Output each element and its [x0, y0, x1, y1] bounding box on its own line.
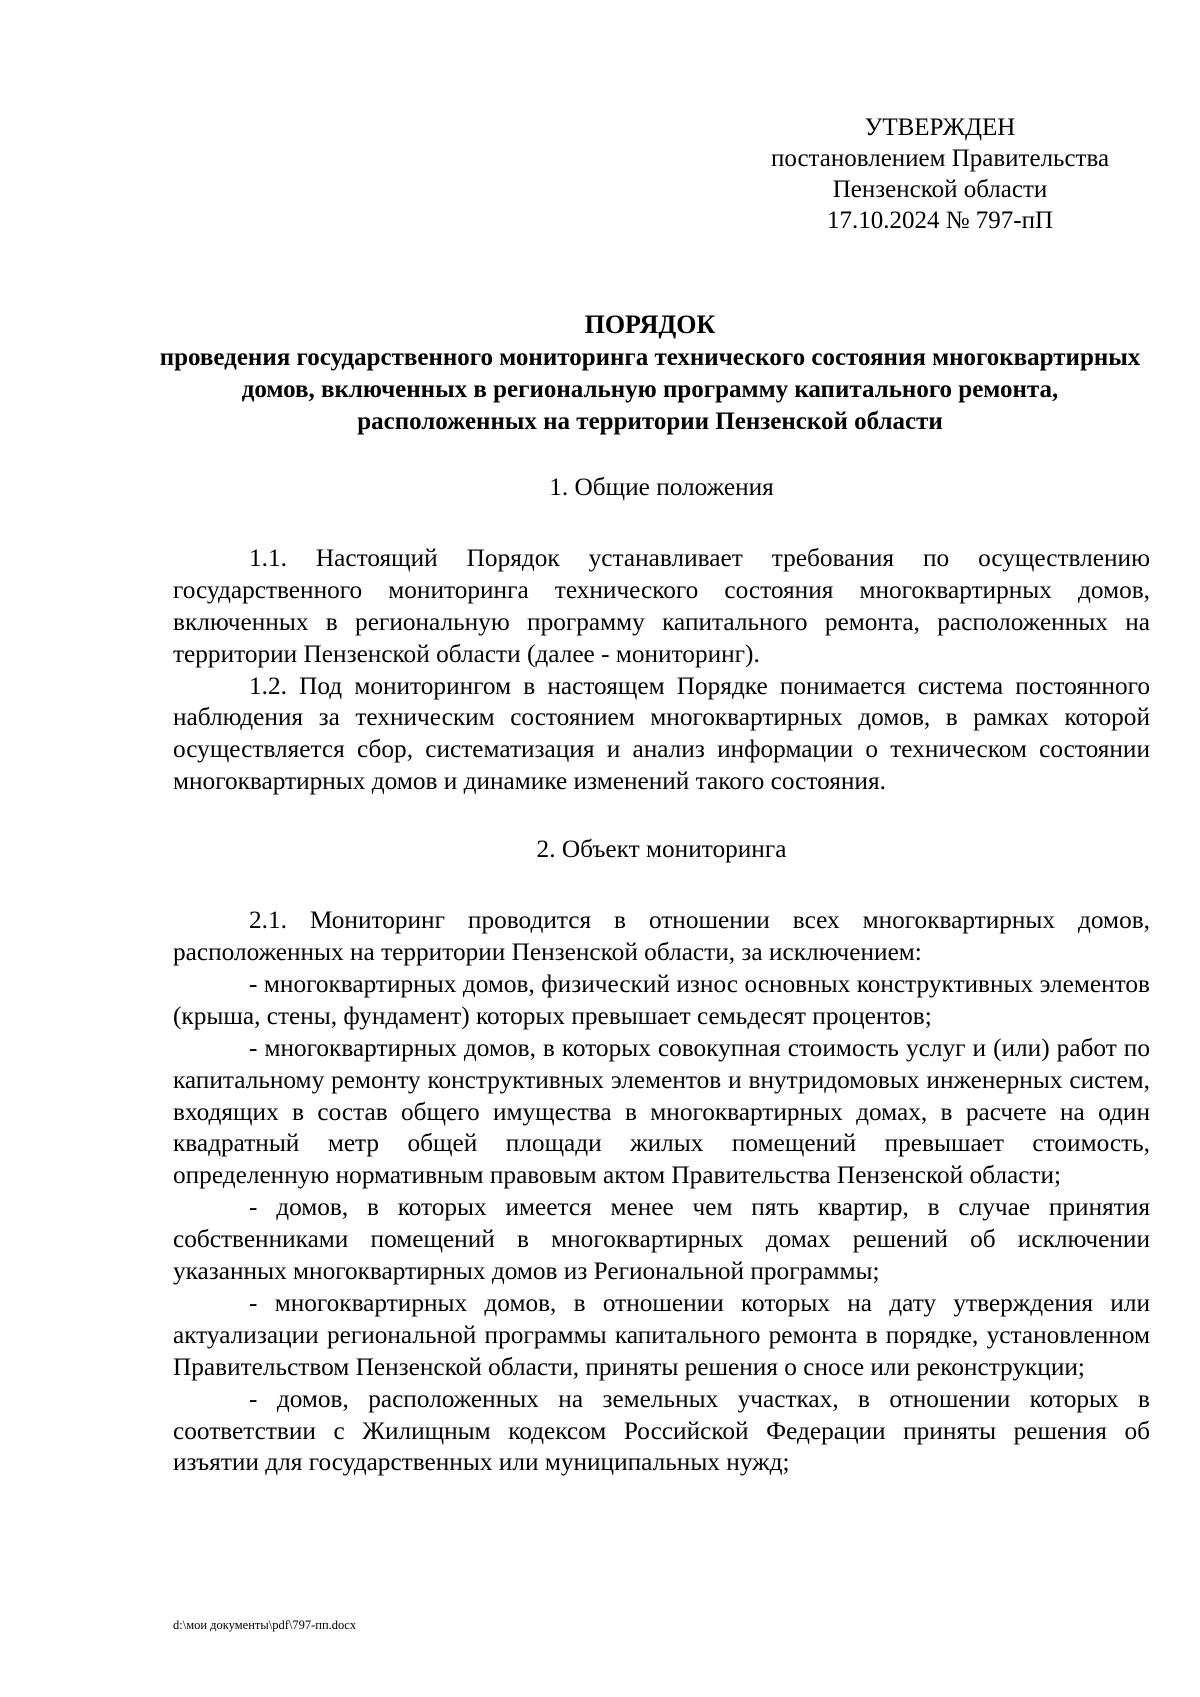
paragraph: 1.1. Настоящий Порядок устанавливает требования по осуществлению государственного мониторинга технического состояния многоквартирных домов, включенных в региональную программу капитального ремонта, расположенных на территории Пензенской области (далее - мониторинг).	[173, 543, 1150, 668]
approval-stamp	[740, 112, 1140, 236]
list-item: - многоквартирных домов, в отношении которых на дату утверждения или актуализации региональной программы капитального ремонта в порядке, установленном Правительством Пензенской области, приняты решения о сносе или реконструкции;	[173, 1288, 1150, 1381]
list-item: - домов, в которых имеется менее чем пять квартир, в случае принятия собственниками помещений в многоквартирных домах решений об исключении указанных многоквартирных домов из Региональной программы;	[173, 1193, 1150, 1286]
document-subtitle: проведения государственного мониторинга технического состояния многоквартирных домов, включенных в региональную программу капитального ремонта, расположенных на территории Пензенской области	[159, 344, 1141, 435]
approval-date-number: 17.10.2024 № 797-пП	[826, 207, 1054, 234]
approval-status: УТВЕРЖДЕН	[864, 114, 1016, 141]
approval-region: Пензенской области	[832, 176, 1048, 203]
document-body	[173, 472, 1150, 1479]
list-item: - многоквартирных домов, физический износ основных конструктивных элементов (крыша, стены, фундамент) которых превышает семьдесят процентов;	[173, 969, 1150, 1030]
section-heading: 1. Общие положения	[549, 473, 774, 501]
list-item: - домов, расположенных на земельных участках, в отношении которых в соответствии с Жилищным кодексом Российской Федерации приняты решения об изъятии для государственных или муниципальных нужд;	[173, 1384, 1150, 1477]
section-heading: 2. Объект мониторинга	[536, 835, 787, 864]
file-path-footer: d:\мои документы\pdf\797-пп.docx	[173, 1618, 357, 1632]
approval-authority: постановлением Правительства	[770, 145, 1110, 172]
paragraph: 2.1. Мониторинг проводится в отношении всех многоквартирных домов, расположенных на территории Пензенской области, за исключением:	[173, 906, 1150, 966]
list-item: - многоквартирных домов, в которых совокупная стоимость услуг и (или) работ по капитальному ремонту конструктивных элементов и внутридомовых инженерных систем, входящих в состав общего имущества в многоквартирных домах, в расчете на один квадратный метр общей площади жилых помещений превышает стоимость, определенную нормативным правовым актом Правительства Пензенской области;	[173, 1033, 1150, 1190]
document-title-block	[150, 308, 1150, 438]
paragraph: 1.2. Под мониторингом в настоящем Порядке понимается система постоянного наблюдения за техническим состоянием многоквартирных домов, в рамках которой осуществляется сбор, систематизация и анализ информации о техническом состоянии многоквартирных домов и динамике изменений такого состояния.	[173, 671, 1150, 796]
document-title: ПОРЯДОК	[584, 310, 716, 339]
